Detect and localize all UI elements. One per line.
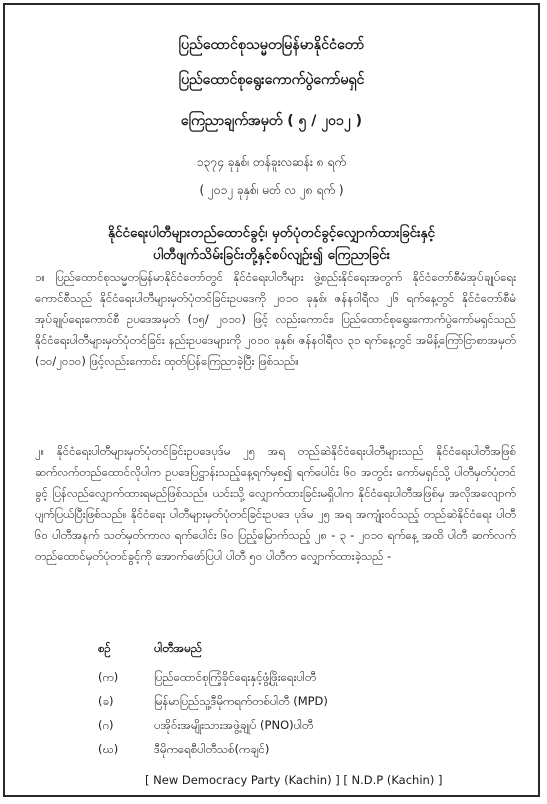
list-item-name: ပြည်ထောင်စုကြံ့ခိုင်ရေးနှင့်ဖွံ့ဖြိုးရေးပါတီ: [154, 669, 317, 684]
paragraph-1: ၁။ ပြည်ထောင်စုသမ္မတမြန်မာနိုင်ငံတော်တွင် နိုင်ငံရေးပါတီများ ဖွဲ့စည်းနိုင်ရေးအတွက် နိုင်ငံတော်စီမံအုပ်ချုပ်ရေးကောင်စီသည် နိုင်ငံရေးပါတီများမှတ်ပုံတင်ခြင်းဥပဒေကို ၂၀၁၀ ခုနှစ်၊ ဇန်နဝါရီလ ၂၆ ရက်နေ့တွင် နိုင်ငံတော်စီမံအုပ်ချုပ်ရေးကောင်စီ ဥပဒေအမှတ် (၁၅/ ၂၀၁၀) ဖြင့် လည်းကောင်း၊ ပြည်ထောင်စုရွေးကောက်ပွဲကော်မရှင်သည် နိုင်ငံရေးပါတီများမှတ်ပုံတင်ခြင်း နည်းဥပဒေများကို ၂၀၁၀ ခုနှစ်၊ ဇန်နဝါရီလ ၃၁ ရက်နေ့တွင် အမိန့်ကြော်ငြာစာအမှတ် (၁၀/၂၀၁၀) ဖြင့်လည်းကောင်း ထုတ်ပြန်ကြေညာခဲ့ပြီး ဖြစ်သည်။: [35, 270, 516, 368]
list-item-name: ပအိုဝ်းအမျိုးသားအဖွဲ့ချုပ် (PNO)ပါတီ: [154, 717, 314, 732]
party-list: [98, 641, 498, 762]
english-party-name: [ New Democracy Party (Kachin) ] [ N.D.P (Kachin) ]: [145, 773, 443, 787]
myanmar-date: ၁၃၇၄ ခုနှစ်၊ တန်ခူးလဆန်း ၈ ရက်: [196, 155, 347, 169]
serial-header: စဉ်: [98, 641, 111, 655]
commission-title: ပြည်ထောင်စုရွေးကောက်ပွဲကော်မရှင်: [178, 72, 365, 88]
list-item: [98, 666, 498, 690]
subject-heading: [5, 222, 538, 266]
list-item-number: (ခ): [98, 693, 114, 708]
list-item-name: ဒီမိုကရေစီပါတီသစ်(ကချင်): [154, 741, 270, 756]
document-frame: [3, 3, 540, 797]
list-item-number: (က): [98, 669, 119, 684]
list-item: [98, 714, 498, 738]
party-list-header: [98, 641, 498, 658]
paragraph-2: ၂။ နိုင်ငံရေးပါတီများမှတ်ပုံတင်ခြင်းဥပဒေပုဒ်မ ၂၅ အရ တည်ဆဲနိုင်ငံရေးပါတီများသည် နိုင်ငံရေးပါတီအဖြစ် ဆက်လက်တည်ထောင်လိုပါက ဥပဒေပြဋ္ဌာန်းသည့်နေ့ရက်မှစ၍ ရက်ပေါင်း ၆၀ အတွင်း ကော်မရှင်သို့ ပါတီမှတ်ပုံတင်ခွင့် ပြန်လည်လျှောက်ထားရမည်ဖြစ်သည်။ ယင်းသို့ လျှောက်ထားခြင်းမရှိပါက နိုင်ငံရေးပါတီအဖြစ်မှ အလိုအလျောက်ပျက်ပြယ်ပြီးဖြစ်သည်။ နိုင်ငံရေး ပါတီများမှတ်ပုံတင်ခြင်းဥပဒေ ပုဒ်မ ၂၅ အရ အကျုံးဝင်သည့် တည်ဆဲနိုင်ငံရေး ပါတီ ၆၀ ပါတီအနက် သတ်မှတ်ကာလ ရက်ပေါင်း ၆၀ ပြည့်မြောက်သည့် ၂၈ - ၃ - ၂၀၁၀ ရက်နေ့ အထိ ပါတီ ဆက်လက် တည်ထောင်မှတ်ပုံတင်ခွင့်ကို အောက်ဖော်ပြပါ ပါတီ ၅၀ ပါတီက လျှောက်ထားခဲ့သည် -: [35, 444, 516, 563]
list-item: [98, 690, 498, 714]
list-item: [98, 738, 498, 762]
gregorian-date: ( ၂၀၁၂ ခုနှစ်၊ မတ် လ ၂၈ ရက် ): [199, 183, 344, 197]
subject-line-2: ပါတီဖျက်သိမ်းခြင်းတို့နှင့်စပ်လျဉ်း၍ ကြေညာခြင်း: [152, 247, 391, 263]
state-title: ပြည်ထောင်စုသမ္မတမြန်မာနိုင်ငံတော်: [178, 37, 365, 53]
list-item-number: (ဂ): [98, 717, 114, 732]
announcement-number: ကြေညာချက်အမှတ် ( ၅ / ၂၀၁၂ ): [180, 113, 363, 129]
list-item-number: (ဃ): [98, 741, 119, 756]
subject-line-1: နိုင်ငံရေးပါတီများတည်ထောင်ခွင့်၊ မှတ်ပုံတင်ခွင့်လျှောက်ထားခြင်းနှင့်: [108, 225, 435, 241]
list-item-name: မြန်မာပြည်သူ့ဒီမိုကရက်တစ်ပါတီ (MPD): [154, 693, 328, 708]
document-header: [5, 35, 538, 266]
party-name-header: ပါတီအမည်: [154, 641, 202, 655]
